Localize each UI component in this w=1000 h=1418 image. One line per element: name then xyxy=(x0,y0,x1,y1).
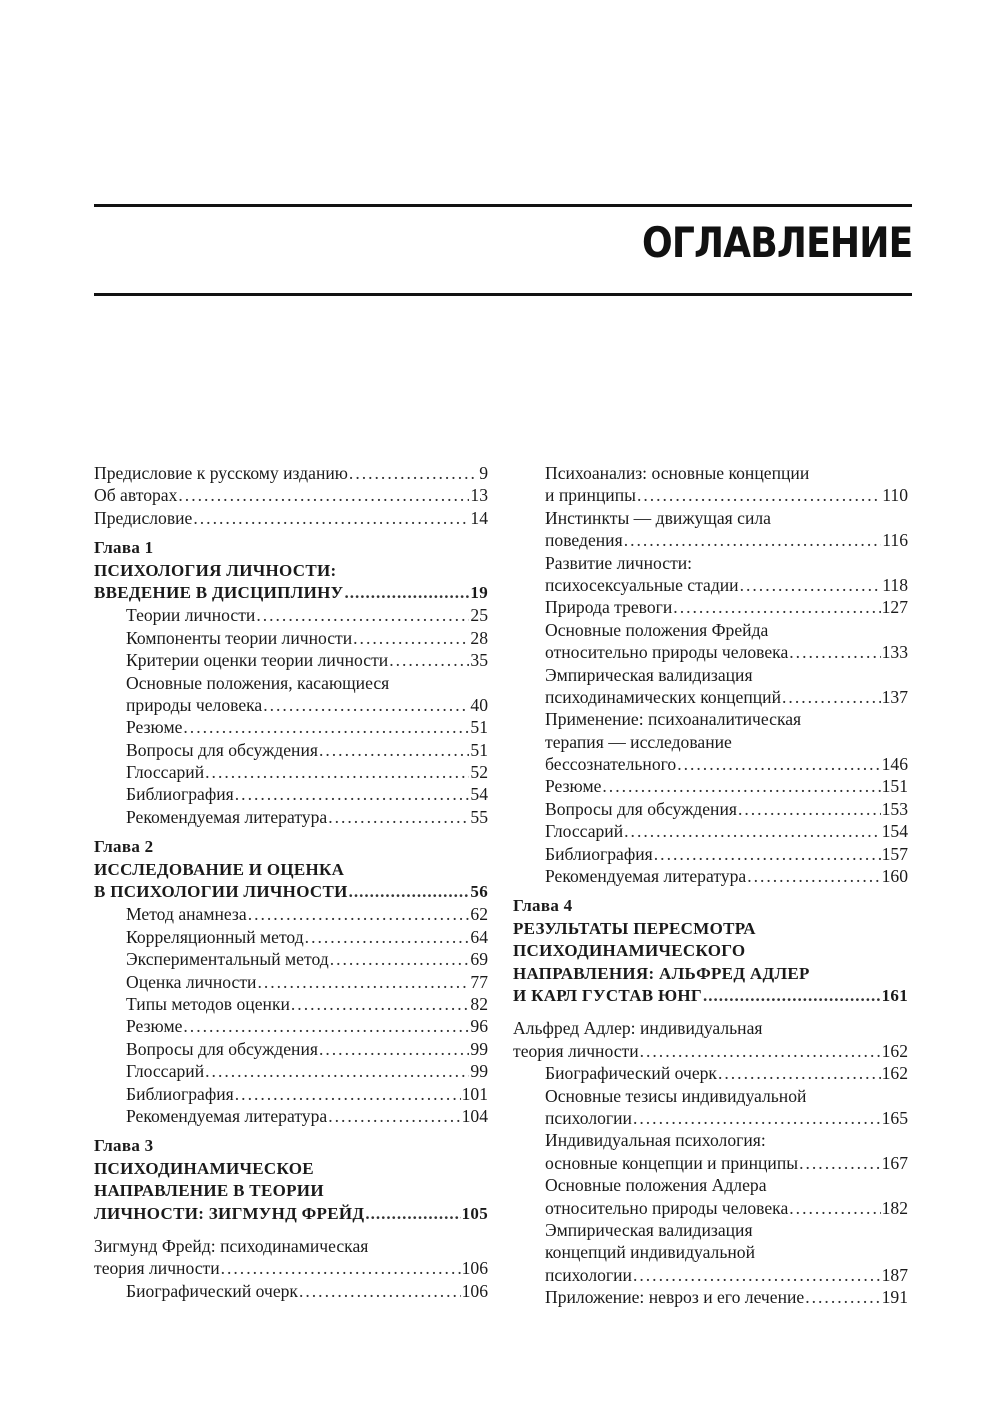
toc-entry[interactable]: Рекомендуемая литература ..... 104 xyxy=(94,1105,488,1127)
chapter-title-line: ИССЛЕДОВАНИЕ И ОЦЕНКА xyxy=(94,859,345,879)
toc-entry[interactable]: психосексуальные стадии ..... 118 xyxy=(545,574,908,596)
toc-entry[interactable]: Биографический очерк ..... 162 xyxy=(513,1062,908,1084)
bottom-rule xyxy=(94,293,912,296)
toc-entry[interactable]: Биографический очерк ..... 106 xyxy=(94,1280,488,1302)
toc-left-column xyxy=(94,462,488,1302)
toc-entry[interactable]: Глоссарий ..... 154 xyxy=(545,820,908,842)
toc-entry-line: Применение: психоаналитическая xyxy=(545,709,802,730)
chapter-title-line: ПСИХОЛОГИЯ ЛИЧНОСТИ: xyxy=(94,560,337,580)
toc-entry[interactable]: Типы методов оценки ..... 82 xyxy=(94,993,488,1015)
toc-section-line: Альфред Адлер: индивидуальная xyxy=(513,1018,763,1039)
toc-entry[interactable]: Экспериментальный метод ..... 69 xyxy=(94,948,488,970)
chapter-label: Глава 4 xyxy=(513,896,573,916)
toc-entry[interactable]: Природа тревоги ..... 127 xyxy=(545,596,908,618)
chapter-label: Глава 1 xyxy=(94,538,154,558)
chapter-title-line: ПСИХОДИНАМИЧЕСКОЕ xyxy=(94,1158,314,1178)
chapter-title-line: НАПРАВЛЕНИЕ В ТЕОРИИ xyxy=(94,1181,324,1201)
chapter-label: Глава 3 xyxy=(94,1136,154,1156)
toc-entry[interactable]: Вопросы для обсуждения ..... 51 xyxy=(94,739,488,761)
toc-section-line: Зигмунд Фрейд: психодинамическая xyxy=(94,1235,369,1256)
toc-entry[interactable]: Рекомендуемая литература ..... 160 xyxy=(545,865,908,887)
toc-entry[interactable]: психологии ..... 165 xyxy=(513,1107,908,1129)
toc-entry-about-authors[interactable]: Об авторах ..... 13 xyxy=(94,484,488,506)
toc-entry[interactable]: Оценка личности ..... 77 xyxy=(94,971,488,993)
chapter-3-continued xyxy=(513,462,908,887)
toc-entry[interactable]: Глоссарий ..... 52 xyxy=(94,761,488,783)
toc-section[interactable]: теория личности ..... 162 xyxy=(513,1040,908,1062)
toc-entry[interactable]: Корреляционный метод ..... 64 xyxy=(94,926,488,948)
toc-entry-line: Эмпирическая валидизация xyxy=(545,1219,753,1240)
toc-entry[interactable]: основные концепции и принципы ..... 167 xyxy=(513,1152,908,1174)
toc-entry[interactable]: психологии ..... 187 xyxy=(513,1264,908,1286)
chapter-title-line: РЕЗУЛЬТАТЫ ПЕРЕСМОТРА xyxy=(513,918,756,938)
toc-section[interactable]: теория личности ..... 106 xyxy=(94,1257,488,1279)
toc-entry-line: Индивидуальная психология: xyxy=(545,1130,766,1151)
toc-entry[interactable]: Критерии оценки теории личности ..... 35 xyxy=(94,649,488,671)
page-title: ОГЛАВЛЕНИЕ xyxy=(641,218,912,267)
toc-entry[interactable]: Вопросы для обсуждения ..... 99 xyxy=(94,1038,488,1060)
toc-entry[interactable]: природы человека ..... 40 xyxy=(94,694,488,716)
toc-entry[interactable]: Глоссарий ..... 99 xyxy=(94,1060,488,1082)
chapter-label: Глава 2 xyxy=(94,837,154,857)
toc-entry-line: концепций индивидуальной xyxy=(545,1242,755,1263)
toc-entry-line: Инстинкты — движущая сила xyxy=(545,507,771,528)
toc-entry[interactable]: и принципы ..... 110 xyxy=(545,484,908,506)
toc-entry[interactable]: Библиография ..... 157 xyxy=(545,843,908,865)
toc-chapter-1[interactable]: ВВЕДЕНИЕ В ДИСЦИПЛИНУ ..... 19 xyxy=(94,582,488,604)
toc-entry[interactable]: Метод анамнеза ..... 62 xyxy=(94,903,488,925)
toc-entry-line: терапия — исследование xyxy=(545,731,732,752)
toc-entry[interactable]: Вопросы для обсуждения ..... 153 xyxy=(545,798,908,820)
top-rule xyxy=(94,204,912,207)
toc-chapter-2[interactable]: В ПСИХОЛОГИИ ЛИЧНОСТИ ..... 56 xyxy=(94,881,488,903)
toc-entry-line: Основные положения, касающиеся xyxy=(126,672,390,693)
toc-entry[interactable]: Резюме ..... 51 xyxy=(94,716,488,738)
toc-entry[interactable]: относительно природы человека ..... 133 xyxy=(545,641,908,663)
toc-entry[interactable]: Библиография ..... 54 xyxy=(94,783,488,805)
toc-entry[interactable]: психодинамических концепций ..... 137 xyxy=(545,686,908,708)
toc-entry[interactable]: Библиография ..... 101 xyxy=(94,1083,488,1105)
toc-entry[interactable]: Резюме ..... 96 xyxy=(94,1015,488,1037)
toc-entry[interactable]: Компоненты теории личности ..... 28 xyxy=(94,627,488,649)
toc-entry[interactable]: Рекомендуемая литература ..... 55 xyxy=(94,806,488,828)
toc-entry[interactable]: Приложение: невроз и его лечение ..... 191 xyxy=(513,1286,908,1308)
toc-right-column xyxy=(513,462,908,1308)
chapter-title-line: НАПРАВЛЕНИЯ: АЛЬФРЕД АДЛЕР xyxy=(513,963,810,983)
toc-entry-preface-russian[interactable]: Предисловие к русскому изданию ..... 9 xyxy=(94,462,488,484)
toc-entry[interactable]: Теории личности ..... 25 xyxy=(94,604,488,626)
toc-entry-preface[interactable]: Предисловие ..... 14 xyxy=(94,507,488,529)
toc-chapter-3[interactable]: ЛИЧНОСТИ: ЗИГМУНД ФРЕЙД ..... 105 xyxy=(94,1203,488,1225)
toc-chapter-4[interactable]: И КАРЛ ГУСТАВ ЮНГ ..... 161 xyxy=(513,985,908,1007)
toc-entry[interactable]: Резюме ..... 151 xyxy=(545,775,908,797)
toc-entry[interactable]: поведения ..... 116 xyxy=(545,529,908,551)
toc-entry-line: Основные положения Адлера xyxy=(545,1175,767,1196)
toc-entry[interactable]: относительно природы человека ..... 182 xyxy=(513,1197,908,1219)
toc-entry-line: Основные тезисы индивидуальной xyxy=(545,1085,807,1106)
toc-entry-line: Основные положения Фрейда xyxy=(545,619,769,640)
toc-entry-line: Развитие личности: xyxy=(545,552,693,573)
toc-entry[interactable]: бессознательного ..... 146 xyxy=(545,753,908,775)
toc-entry-line: Эмпирическая валидизация xyxy=(545,664,753,685)
chapter-title-line: ПСИХОДИНАМИЧЕСКОГО xyxy=(513,941,746,961)
toc-entry-line: Психоанализ: основные концепции xyxy=(545,463,810,483)
